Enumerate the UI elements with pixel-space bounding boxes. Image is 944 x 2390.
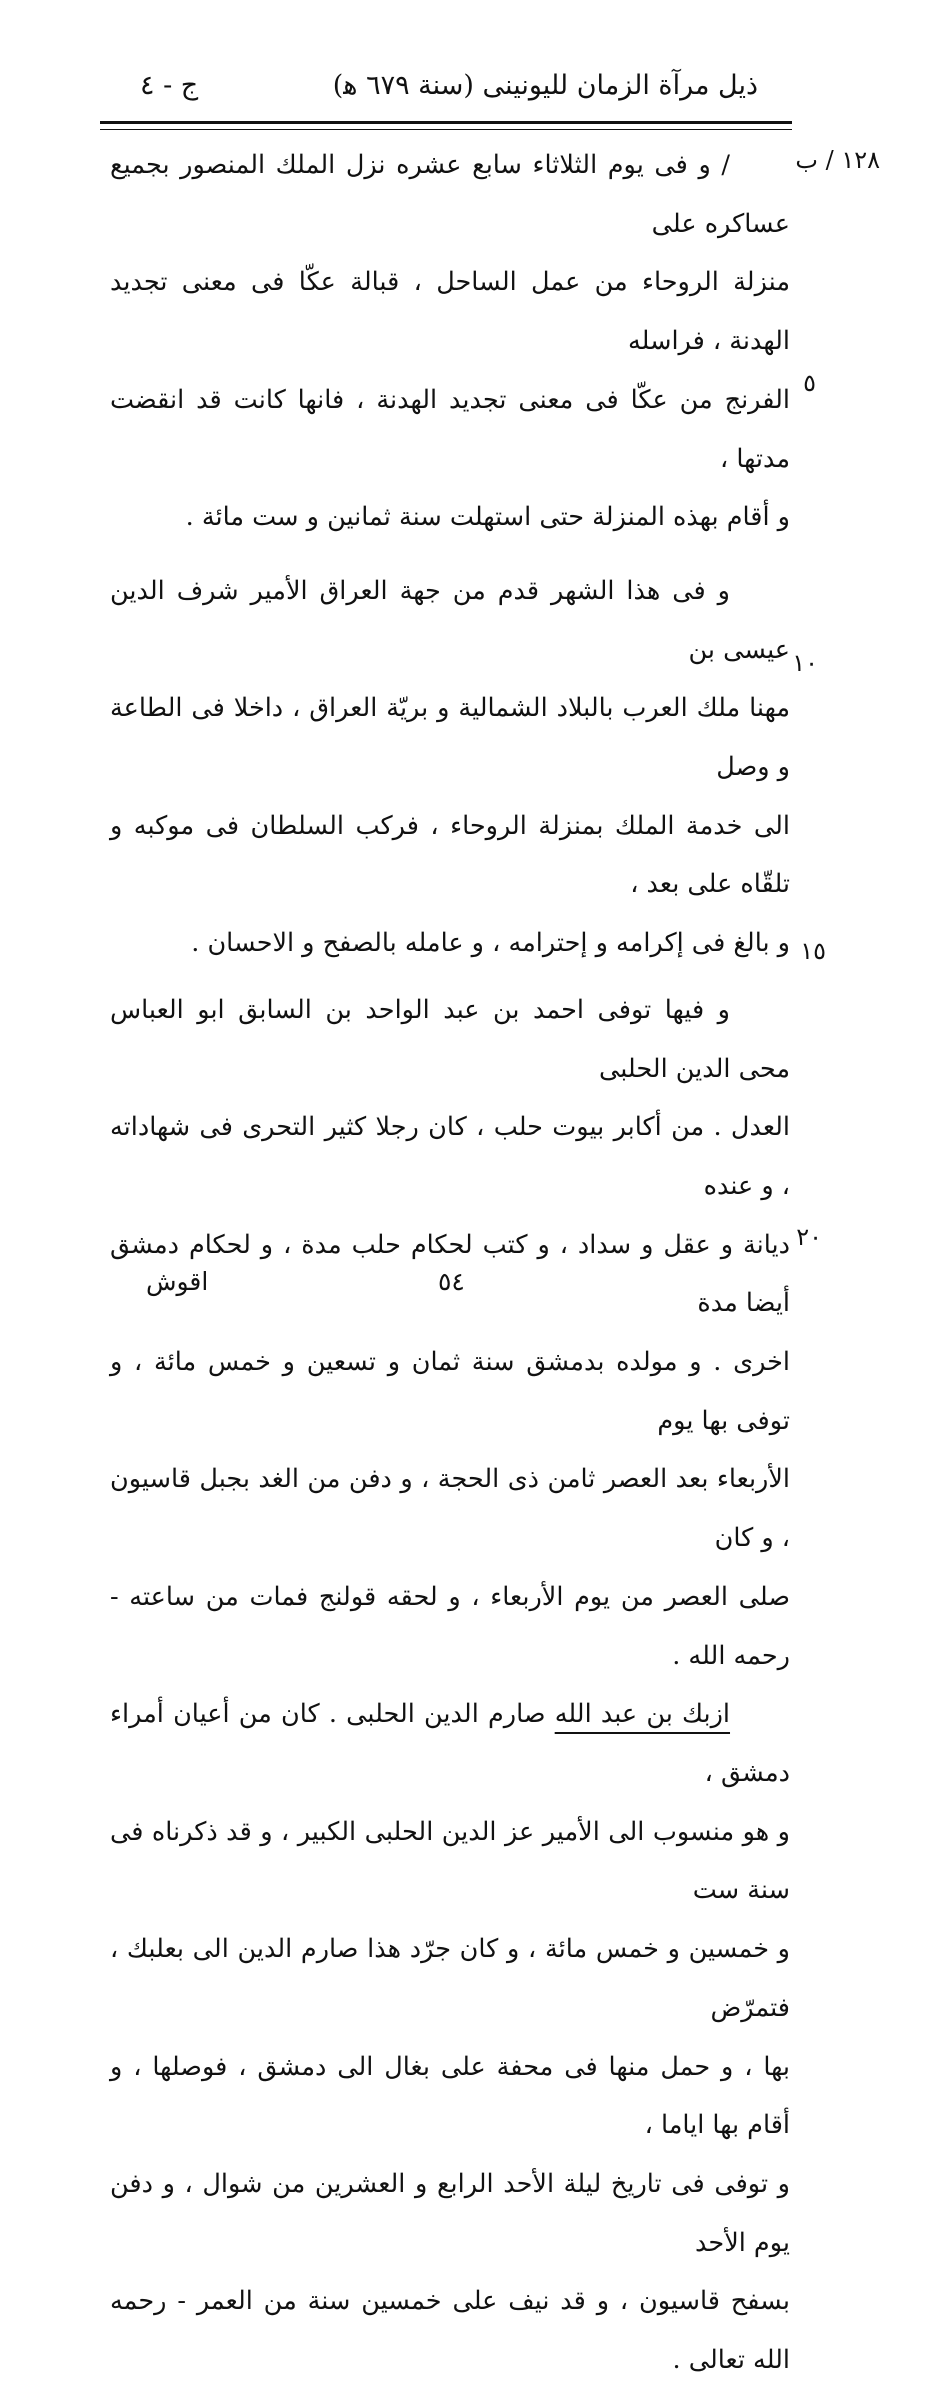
text-line: منزلة الروحاء من عمل الساحل ، قبالة عكّا فى معنى تجديد الهدنة ، فراسله [110, 267, 790, 357]
line-number-10: ١٠ [792, 649, 818, 677]
text-line: و فى هذا الشهر قدم من جهة العراق الأمير شرف الدين عيسى بن [110, 575, 790, 665]
text-line: و أقام بهذه المنزلة حتى استهلت سنة ثمانين و ست مائة . [185, 502, 790, 533]
text-line: و توفى فى تاريخ ليلة الأحد الرابع و العشرين من شوال ، و دفن يوم الأحد [110, 2168, 790, 2258]
line-number-5: ٥ [803, 369, 816, 397]
text-line: ديانة و عقل و سداد ، و كتب لحكام حلب مدة ، و لحكام دمشق أيضا مدة [110, 1229, 790, 1319]
folio-marker: ١٢٨ / ب [795, 146, 880, 174]
text-line: الأربعاء بعد العصر ثامن ذى الحجة ، و دفن من الغد بجبل قاسيون ، و كان [110, 1464, 790, 1554]
text-line: و فيها توفى احمد بن عبد الواحد بن السابق ابو العباس محى الدين الحلبى [110, 994, 790, 1084]
text-line: اخرى . و مولده بدمشق سنة ثمان و تسعين و خمس مائة ، و توفى بها يوم [110, 1347, 790, 1436]
main-text [110, 136, 790, 2390]
text-line: مهنا ملك العرب بالبلاد الشمالية و بريّة العراق ، داخلا فى الطاعة و وصل [110, 693, 790, 783]
text-line: العدل . من أكابر بيوت حلب ، كان رجلا كثير التحرى فى شهاداته ، و عنده [110, 1112, 790, 1201]
line-number-15: ١٥ [800, 937, 826, 965]
running-header-volume: ج - ٤ [140, 70, 199, 101]
text-line: بها ، و حمل منها فى محفة على بغال الى دمشق ، فوصلها ، و أقام بها اياما ، [110, 2051, 790, 2141]
running-header-title: ذيل مرآة الزمان لليونينى (سنة ٦٧٩ ﻫ) [332, 70, 758, 101]
text-line: و بالغ فى إكرامه و إحترامه ، و عامله بالصفح و الاحسان . [191, 928, 790, 959]
header-rule-thin [100, 129, 792, 130]
text-line: و هو منسوب الى الأمير عز الدين الحلبى الكبير ، و قد ذكرناه فى سنة ست [110, 1816, 790, 1906]
text-segment: صارم الدين الحلبى . كان من أعيان أمراء دمشق ، [110, 1699, 790, 1788]
text-line [110, 1685, 790, 1802]
text-line: الى خدمة الملك بمنزلة الروحاء ، فركب السلطان فى موكبه و تلقّاه على بعد ، [110, 810, 790, 900]
text-line: الفرنج من عكّا فى معنى تجديد الهدنة ، فانها كانت قد انقضت مدتها ، [110, 384, 790, 474]
text-line: و خمسين و خمس مائة ، و كان جرّد هذا صارم الدين الى بعلبك ، فتمرّض [110, 1934, 790, 2023]
header-rule-thick [100, 121, 792, 124]
catchword: اقوش [146, 1267, 209, 1296]
text-line: بسفح قاسيون ، و قد نيف على خمسين سنة من العمر - رحمه الله تعالى . [110, 2286, 790, 2376]
page-number: ٥٤ [438, 1267, 465, 1296]
underlined-name: ازبك بن عبد الله [554, 1699, 731, 1730]
line-number-20: ٢٠ [796, 1223, 822, 1251]
text-line: صلى العصر من يوم الأربعاء ، و لحقه قولنج فمات من ساعته - رحمه الله . [110, 1581, 790, 1671]
text-line: / و فى يوم الثلاثاء سابع عشره نزل الملك المنصور بجميع عساكره على [110, 150, 790, 239]
